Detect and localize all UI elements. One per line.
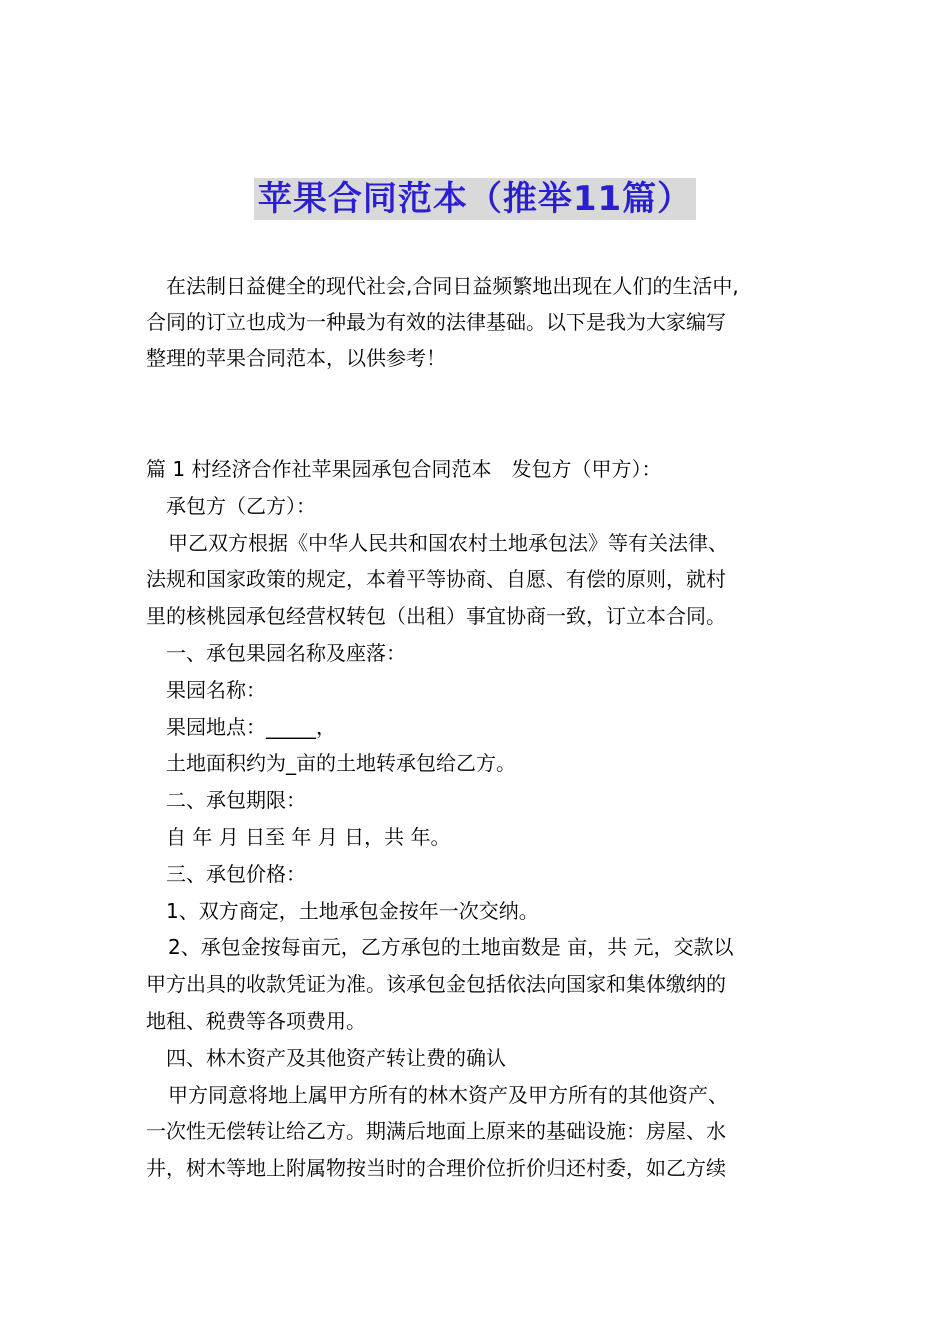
contract-body (146, 451, 810, 1187)
contract-line: 甲方出具的收款凭证为准。该承包金包括依法向国家和集体缴纳的 (146, 972, 726, 997)
contract-line: 1、双方商定，土地承包金按年一次交纳。 (166, 898, 539, 923)
intro-line: 在法制日益健全的现代社会,合同日益频繁地出现在人们的生活中, (166, 274, 739, 298)
intro-line: 合同的订立也成为一种最为有效的法律基础。以下是我为大家编写 (146, 310, 726, 334)
intro-paragraph (146, 268, 810, 376)
contract-line: 法规和国家政策的规定，本着平等协商、自愿、有偿的原则，就村 (146, 567, 726, 592)
contract-line: 一次性无偿转让给乙方。期满后地面上原来的基础设施：房屋、水 (146, 1119, 726, 1144)
contract-line: 土地面积约为_亩的土地转承包给乙方。 (166, 751, 516, 776)
section-heading: 二、承包期限： (166, 788, 306, 813)
contract-line: 果园名称： (166, 677, 266, 702)
section-heading: 四、林木资产及其他资产转让费的确认 (166, 1045, 506, 1070)
title-container (0, 178, 950, 220)
document-title: 苹果合同范本（推举11篇） (254, 178, 696, 220)
contract-line: 里的核桃园承包经营权转包（出租）事宜协商一致，订立本合同。 (146, 604, 726, 629)
intro-line: 整理的苹果合同范本，以供参考！ (146, 346, 446, 370)
contract-line: 甲方同意将地上属甲方所有的林木资产及甲方所有的其他资产、 (168, 1082, 728, 1107)
contract-line: 承包方（乙方）： (166, 493, 316, 518)
contract-line: 2、承包金按每亩元，乙方承包的土地亩数是 亩，共 元，交款以 (168, 935, 734, 960)
section-heading: 三、承包价格： (166, 861, 306, 886)
contract-line: 果园地点：_____， (166, 714, 336, 739)
contract-line: 自 年 月 日至 年 月 日，共 年。 (166, 824, 451, 849)
contract-line: 甲乙双方根据《中华人民共和国农村土地承包法》等有关法律、 (168, 530, 728, 555)
contract-heading: 篇 1 村经济合作社苹果园承包合同范本 发包方（甲方）： (146, 457, 662, 481)
section-heading: 一、承包果园名称及座落： (166, 640, 406, 665)
contract-line: 井，树木等地上附属物按当时的合理价位折价归还村委，如乙方续 (146, 1156, 726, 1181)
contract-line: 地租、税费等各项费用。 (146, 1008, 366, 1033)
